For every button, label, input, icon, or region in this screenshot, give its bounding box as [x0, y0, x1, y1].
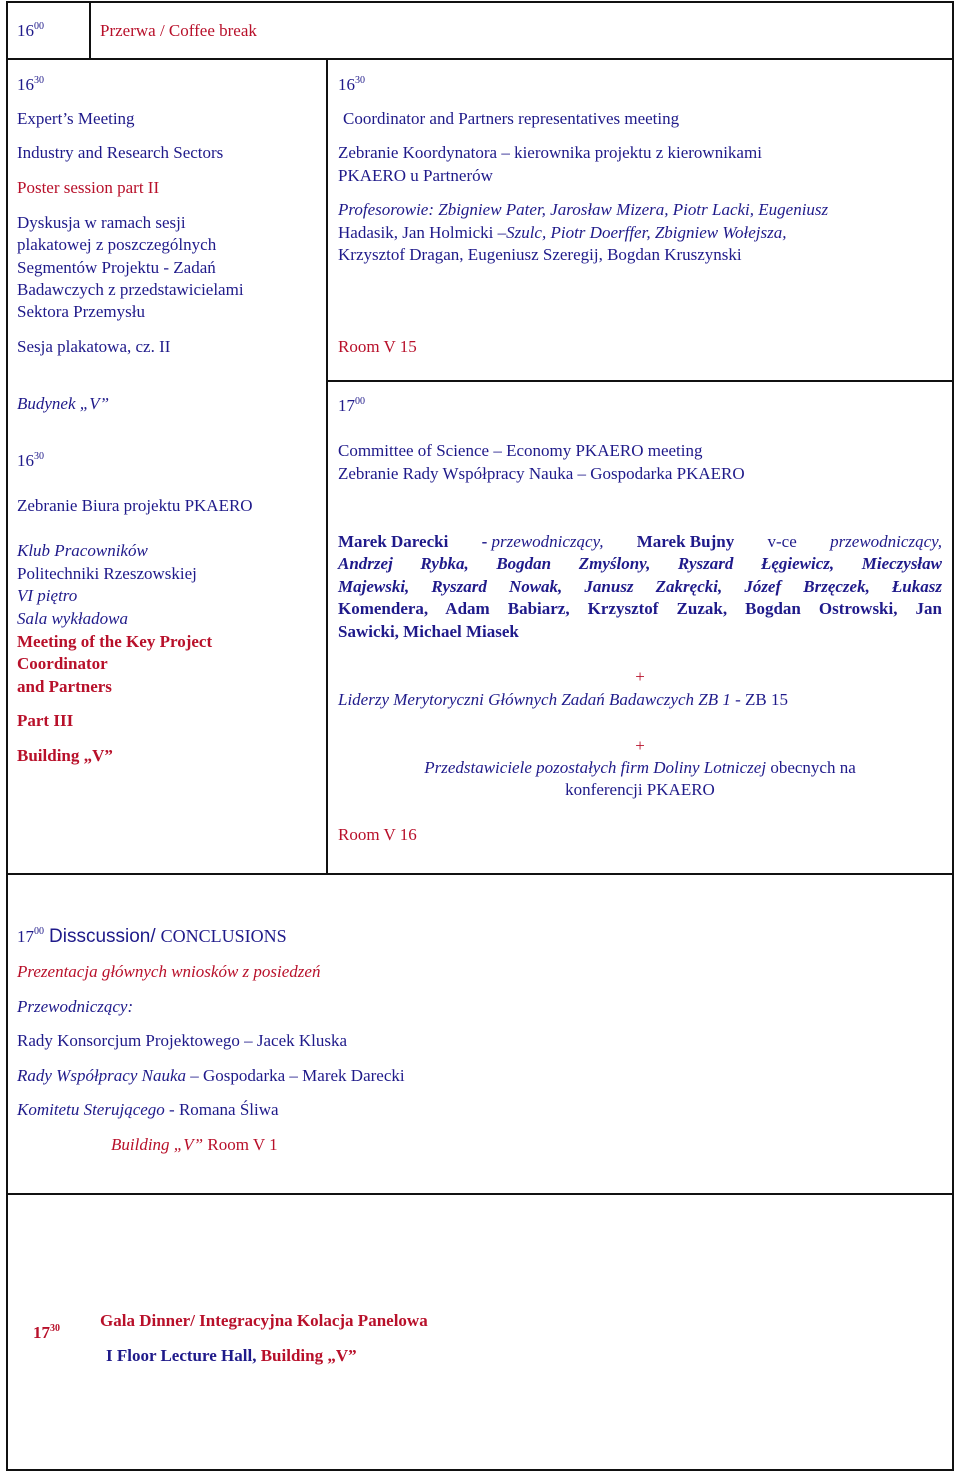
border-middle-divider	[326, 58, 328, 875]
professors-line-2: Hadasik, Jan Holmicki –Szulc, Piotr Doerffer, Zbigniew Wołejsza,	[338, 223, 787, 242]
border-row3-bottom	[6, 1193, 954, 1195]
coffee-break-time: $16^{00}$	[17, 21, 44, 40]
room-v16: Room V 16	[338, 825, 417, 844]
dinner-title: Gala Dinner/ Integracyjna Kolacja Panelowa	[100, 1311, 428, 1330]
leaders-line: Liderzy Merytoryczni Głównych Zadań Badawczych ZB 1 - ZB 15	[338, 690, 788, 709]
poster-session-label: Poster session part II	[17, 178, 160, 197]
border-row2-bottom	[6, 873, 954, 875]
room-v15: Room V 15	[338, 337, 417, 356]
professors-line-1: Profesorowie: Zbigniew Pater, Jarosław Mizera, Piotr Lacki, Eugeniusz	[338, 200, 829, 219]
poster-desc-2: plakatowej z poszczególnych	[17, 235, 217, 254]
committee-meeting-time: $17^{00}$	[338, 396, 365, 415]
plus-sign-2: +	[635, 736, 645, 755]
expert-meeting-title: Expert’s Meeting	[17, 109, 135, 128]
plus-sign-1: +	[635, 667, 645, 686]
office-club: Klub Pracowników	[17, 541, 148, 560]
key-meeting-2: Coordinator	[17, 654, 108, 673]
members-line-3: Majewski, Ryszard Nowak, Janusz Zakręcki, Józef Brzęczek, Łukasz	[338, 577, 942, 596]
border-left	[6, 1, 8, 1471]
key-meeting-3: and Partners	[17, 677, 112, 696]
office-meeting-title: Zebranie Biura projektu PKAERO	[17, 496, 253, 515]
border-right	[952, 1, 954, 1471]
chairs-label: Przewodniczący:	[17, 997, 134, 1016]
conclusions-summary: Prezentacja głównych wniosków z posiedzeń	[17, 962, 321, 981]
conclusions-heading: $17^{00}$ Disscussion/ CONCLUSIONS	[17, 926, 287, 947]
committee-meeting-title: Committee of Science – Economy PKAERO meeting	[338, 441, 703, 460]
dinner-location: I Floor Lecture Hall, Building „V”	[106, 1346, 357, 1365]
key-meeting-part: Part III	[17, 711, 74, 730]
members-line-1: Marek Darecki - przewodniczący, Marek Bujny v-ce przewodniczący,	[338, 532, 942, 551]
members-line-2: Andrzej Rybka, Bogdan Zmyślony, Ryszard Łęgiewicz, Mieczysław	[338, 554, 942, 573]
key-meeting-building: Building „V”	[17, 746, 113, 765]
border-row1-divider	[89, 1, 91, 60]
conclusions-location: Building „V” Room V 1	[111, 1135, 278, 1154]
office-meeting-time: $16^{30}$	[17, 451, 44, 470]
members-line-5: Sawicki, Michael Miasek	[338, 622, 519, 641]
office-hall: Sala wykładowa	[17, 609, 128, 628]
representatives-line-2: konferencji PKAERO	[565, 780, 715, 799]
expert-meeting-time: $16^{30}$	[17, 75, 44, 94]
poster-desc-3: Segmentów Projektu - Zadań	[17, 258, 216, 277]
border-right1-bottom	[326, 380, 954, 382]
border-bottom	[6, 1469, 954, 1471]
coordinator-meeting-title: Coordinator and Partners representatives meeting	[343, 109, 680, 128]
poster-session-part: Sesja plakatowa, cz. II	[17, 337, 171, 356]
border-top	[6, 1, 954, 3]
office-floor: VI piętro	[17, 586, 78, 605]
key-meeting-1: Meeting of the Key Project	[17, 632, 213, 651]
professors-line-3: Krzysztof Dragan, Eugeniusz Szeregij, Bogdan Kruszynski	[338, 245, 742, 264]
dinner-time: $17^{30}$	[33, 1323, 60, 1342]
poster-desc-1: Dyskusja w ramach sesji	[17, 213, 186, 232]
coordinator-meeting-pl-1: Zebranie Koordynatora – kierownika projektu z kierownikami	[338, 143, 762, 162]
coffee-break-title: Przerwa / Coffee break	[100, 21, 257, 40]
members-line-4: Komendera, Adam Babiarz, Krzysztof Zuzak, Bogdan Ostrowski, Jan	[338, 599, 942, 618]
poster-building: Budynek „V”	[17, 394, 110, 413]
chair-consortium: Rady Konsorcjum Projektowego – Jacek Kluska	[17, 1031, 348, 1050]
coordinator-meeting-pl-2: PKAERO u Partnerów	[338, 166, 493, 185]
poster-desc-5: Sektora Przemysłu	[17, 302, 145, 321]
chair-cooperation: Rady Współpracy Nauka – Gospodarka – Marek Darecki	[17, 1066, 405, 1085]
office-university: Politechniki Rzeszowskiej	[17, 564, 197, 583]
representatives-line-1: Przedstawiciele pozostałych firm Doliny Lotniczej obecnych na	[424, 758, 856, 777]
coordinator-meeting-time: $16^{30}$	[338, 75, 365, 94]
expert-meeting-sectors: Industry and Research Sectors	[17, 143, 224, 162]
poster-desc-4: Badawczych z przedstawicielami	[17, 280, 244, 299]
committee-meeting-pl: Zebranie Rady Współpracy Nauka – Gospodarka PKAERO	[338, 464, 745, 483]
border-row1-bottom	[6, 58, 954, 60]
chair-steering: Komitetu Sterującego - Romana Śliwa	[17, 1100, 279, 1119]
